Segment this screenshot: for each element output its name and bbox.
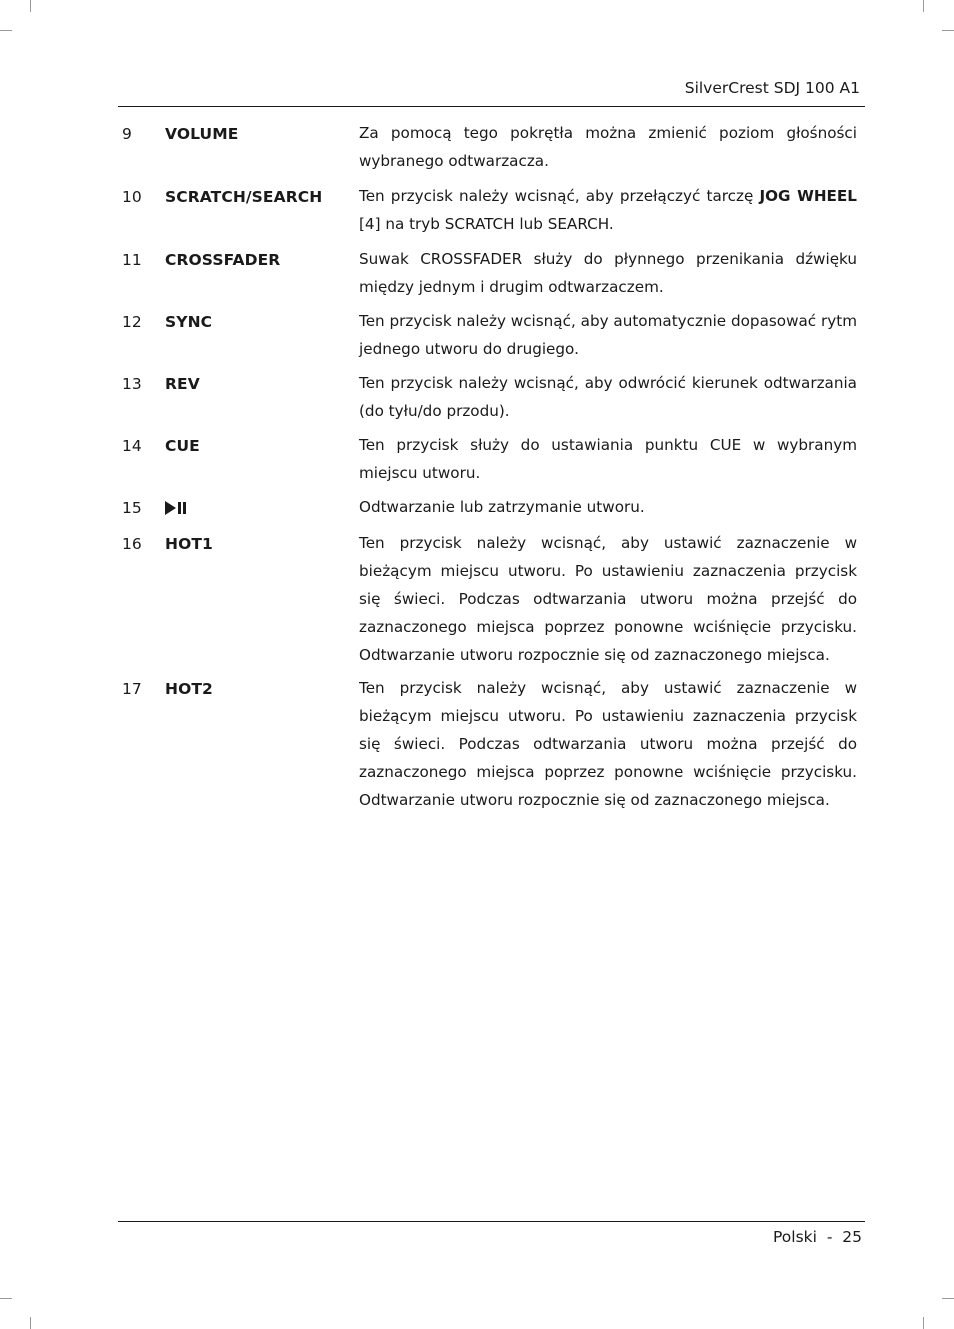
crop-mark (942, 30, 954, 31)
description-text: Ten przycisk należy wcisnąć, aby automatycznie dopasować rytm jednego utworu do drugiego. (359, 312, 857, 358)
description-text: Ten przycisk należy wcisnąć, aby odwrócić kierunek odtwarzania (do tyłu/do przodu). (359, 374, 857, 420)
item-number: 12 (122, 313, 142, 331)
crop-mark (923, 1317, 924, 1329)
header-rule (118, 106, 865, 107)
page-number: 25 (842, 1228, 862, 1246)
item-number: 11 (122, 251, 142, 269)
item-name: CROSSFADER (165, 251, 281, 269)
crop-mark (30, 1317, 31, 1329)
item-description (359, 493, 857, 521)
description-text: Suwak CROSSFADER służy do płynnego przenikania dźwięku między jednym i drugim odtwarzaczem. (359, 250, 857, 296)
item-description (359, 674, 857, 814)
item-number: 9 (122, 125, 132, 143)
item-number: 15 (122, 499, 142, 517)
play-pause-icon (165, 499, 186, 519)
crop-mark (30, 0, 31, 12)
footer-rule (118, 1221, 865, 1222)
page-footer (773, 1228, 862, 1246)
item-description (359, 431, 857, 487)
description-text: Ten przycisk służy do ustawiania punktu CUE w wybranym miejscu utworu. (359, 436, 857, 482)
item-description (359, 182, 857, 238)
item-description (359, 529, 857, 669)
crop-mark (923, 0, 924, 12)
description-text: Ten przycisk należy wcisnąć, aby ustawić zaznaczenie w bieżącym miejscu utworu. Po ustawieniu zaznaczenia przycisk się świeci. Podczas odtwarzania utworu można przejść do zaznaczonego miejsca poprzez ponowne wciśnięcie przycisku. Odtwarzanie utworu rozpocznie się od zaznaczonego miejsca. (359, 679, 857, 809)
item-description (359, 369, 857, 425)
item-name: SCRATCH/SEARCH (165, 188, 323, 206)
footer-language: Polski (773, 1228, 817, 1246)
description-emphasis: JOG WHEEL (759, 187, 857, 205)
item-number: 13 (122, 375, 142, 393)
description-text: Ten przycisk należy wcisnąć, aby ustawić zaznaczenie w bieżącym miejscu utworu. Po ustawieniu zaznaczenia przycisk się świeci. Podczas odtwarzania utworu można przejść do zaznaczonego miejsca poprzez ponowne wciśnięcie przycisku. Odtwarzanie utworu rozpocznie się od zaznaczonego miejsca. (359, 534, 857, 664)
item-description (359, 245, 857, 301)
item-name: VOLUME (165, 125, 239, 143)
footer-separator: - (826, 1228, 833, 1246)
item-number: 17 (122, 680, 142, 698)
crop-mark (0, 30, 12, 31)
item-number: 16 (122, 535, 142, 553)
item-number: 10 (122, 188, 142, 206)
page-header-title: SilverCrest SDJ 100 A1 (684, 79, 860, 97)
description-text: Ten przycisk należy wcisnąć, aby przełączyć tarczę (359, 187, 760, 205)
item-name: CUE (165, 437, 200, 455)
item-name: SYNC (165, 313, 213, 331)
crop-mark (942, 1298, 954, 1299)
item-description (359, 307, 857, 363)
crop-mark (0, 1298, 12, 1299)
item-name: HOT2 (165, 680, 213, 698)
item-name: HOT1 (165, 535, 213, 553)
item-name: REV (165, 375, 200, 393)
item-description (359, 119, 857, 175)
description-text: [4] na tryb SCRATCH lub SEARCH. (359, 215, 614, 233)
item-number: 14 (122, 437, 142, 455)
description-text: Za pomocą tego pokrętła można zmienić poziom głośności wybranego odtwarzacza. (359, 124, 857, 170)
description-text: Odtwarzanie lub zatrzymanie utworu. (359, 498, 645, 516)
